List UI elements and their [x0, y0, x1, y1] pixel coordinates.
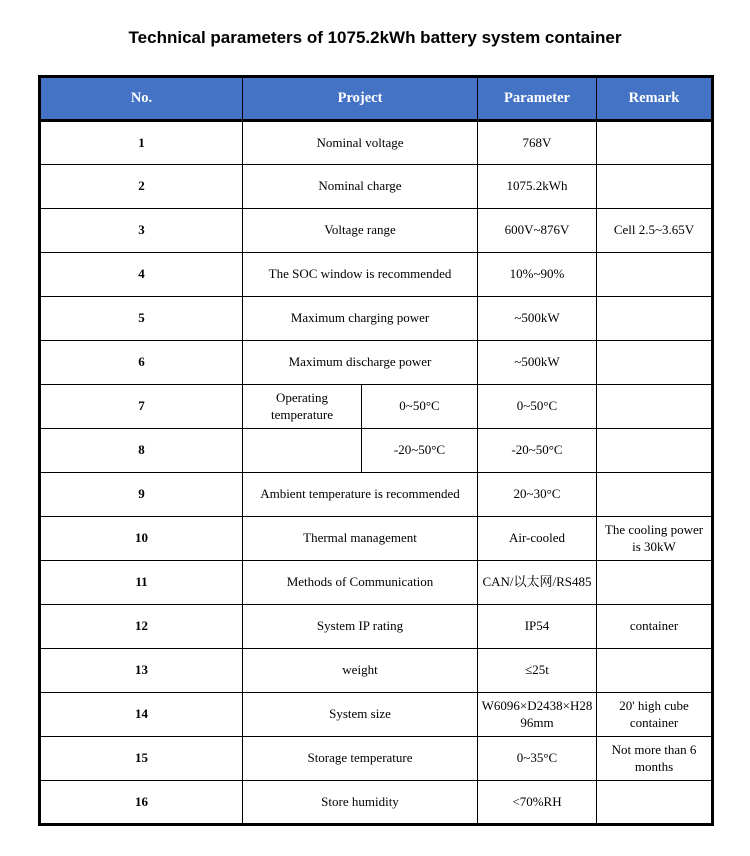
project-cell: Maximum charging power	[243, 297, 478, 341]
project-cell: System IP rating	[243, 605, 478, 649]
table-row	[40, 209, 713, 253]
remark-cell	[597, 561, 713, 605]
table-container	[38, 75, 714, 826]
no-cell: 12	[40, 605, 243, 649]
table-row	[40, 429, 713, 473]
no-cell: 9	[40, 473, 243, 517]
parameter-cell: 20~30°C	[478, 473, 597, 517]
parameter-cell: 10%~90%	[478, 253, 597, 297]
parameter-cell: <70%RH	[478, 781, 597, 825]
table-row	[40, 341, 713, 385]
parameters-table	[38, 75, 714, 826]
project-cell: Storage temperature	[243, 737, 478, 781]
table-header-row	[40, 77, 713, 121]
project-cell: System size	[243, 693, 478, 737]
page-title: Technical parameters of 1075.2kWh battery system container	[128, 28, 622, 47]
remark-cell	[597, 473, 713, 517]
table-row	[40, 385, 713, 429]
header-no: No.	[40, 77, 243, 121]
no-cell: 4	[40, 253, 243, 297]
parameter-cell: ≤25t	[478, 649, 597, 693]
remark-cell: Cell 2.5~3.65V	[597, 209, 713, 253]
parameter-cell: W6096×D2438×H2896mm	[478, 693, 597, 737]
project-cell: Ambient temperature is recommended	[243, 473, 478, 517]
no-cell: 15	[40, 737, 243, 781]
project-cell: Maximum discharge power	[243, 341, 478, 385]
remark-cell: Not more than 6 months	[597, 737, 713, 781]
no-cell: 8	[40, 429, 243, 473]
table-row	[40, 165, 713, 209]
remark-cell: 20' high cube container	[597, 693, 713, 737]
table-row	[40, 561, 713, 605]
remark-cell	[597, 385, 713, 429]
table-row	[40, 737, 713, 781]
project-cell: The SOC window is recommended	[243, 253, 478, 297]
parameter-cell: CAN/以太网/RS485	[478, 561, 597, 605]
no-cell: 5	[40, 297, 243, 341]
table-row	[40, 121, 713, 165]
project-cell: Nominal voltage	[243, 121, 478, 165]
parameter-cell: 600V~876V	[478, 209, 597, 253]
remark-cell: The cooling power is 30kW	[597, 517, 713, 561]
parameter-cell: 0~50°C	[478, 385, 597, 429]
parameter-cell: ~500kW	[478, 297, 597, 341]
table-row	[40, 649, 713, 693]
project-sub-left-cell	[243, 429, 362, 473]
project-cell: Nominal charge	[243, 165, 478, 209]
table-row	[40, 517, 713, 561]
project-sub-right-cell: -20~50°C	[362, 429, 478, 473]
no-cell: 11	[40, 561, 243, 605]
project-cell: Store humidity	[243, 781, 478, 825]
remark-cell	[597, 649, 713, 693]
no-cell: 14	[40, 693, 243, 737]
remark-cell	[597, 121, 713, 165]
remark-cell	[597, 341, 713, 385]
no-cell: 13	[40, 649, 243, 693]
header-project: Project	[243, 77, 478, 121]
project-cell: Thermal management	[243, 517, 478, 561]
project-cell: weight	[243, 649, 478, 693]
remark-cell	[597, 781, 713, 825]
remark-cell	[597, 297, 713, 341]
no-cell: 7	[40, 385, 243, 429]
table-row	[40, 473, 713, 517]
project-sub-left-cell: Operating temperature	[243, 385, 362, 429]
no-cell: 3	[40, 209, 243, 253]
remark-cell	[597, 165, 713, 209]
no-cell: 16	[40, 781, 243, 825]
header-remark: Remark	[597, 77, 713, 121]
remark-cell	[597, 429, 713, 473]
table-row	[40, 253, 713, 297]
parameter-cell: ~500kW	[478, 341, 597, 385]
project-cell: Voltage range	[243, 209, 478, 253]
parameter-cell: Air-cooled	[478, 517, 597, 561]
remark-cell: container	[597, 605, 713, 649]
no-cell: 6	[40, 341, 243, 385]
no-cell: 10	[40, 517, 243, 561]
parameter-cell: IP54	[478, 605, 597, 649]
table-row	[40, 297, 713, 341]
no-cell: 1	[40, 121, 243, 165]
table-row	[40, 693, 713, 737]
remark-cell	[597, 253, 713, 297]
project-cell: Methods of Communication	[243, 561, 478, 605]
parameter-cell: 768V	[478, 121, 597, 165]
parameter-cell: 1075.2kWh	[478, 165, 597, 209]
project-sub-right-cell: 0~50°C	[362, 385, 478, 429]
header-parameter: Parameter	[478, 77, 597, 121]
table-row	[40, 605, 713, 649]
parameter-cell: 0~35°C	[478, 737, 597, 781]
parameter-cell: -20~50°C	[478, 429, 597, 473]
no-cell: 2	[40, 165, 243, 209]
table-body	[40, 121, 713, 825]
table-row	[40, 781, 713, 825]
